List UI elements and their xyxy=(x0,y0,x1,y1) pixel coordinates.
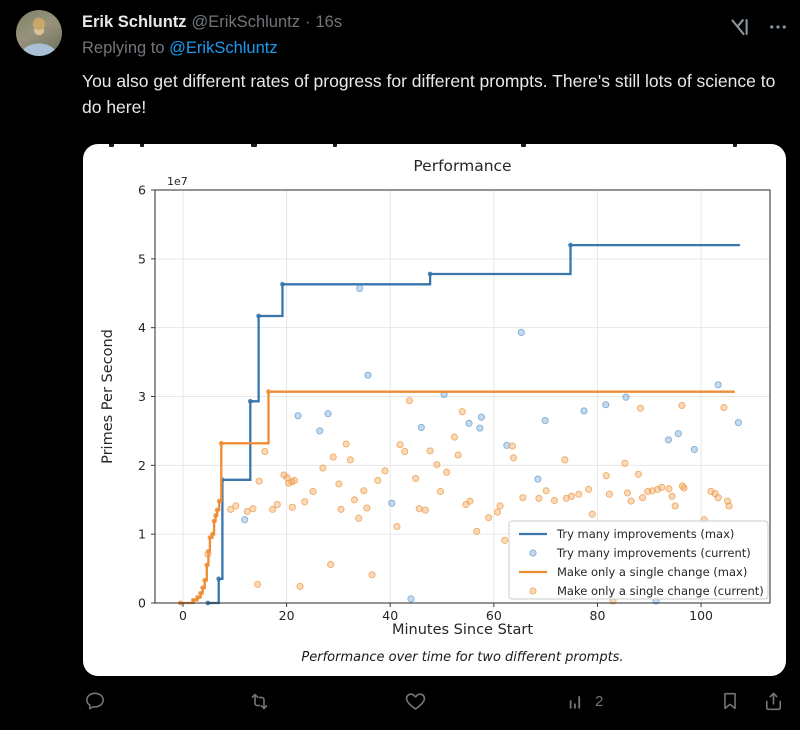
svg-text:1e7: 1e7 xyxy=(167,175,188,188)
svg-text:Try many improvements (max): Try many improvements (max) xyxy=(557,527,735,541)
svg-text:Primes Per Second: Primes Per Second xyxy=(100,329,116,464)
tweet-image-chart[interactable] xyxy=(83,144,786,676)
tweet-action-bar xyxy=(0,684,800,730)
svg-text:80: 80 xyxy=(589,608,606,623)
svg-text:20: 20 xyxy=(278,608,295,623)
reply-icon xyxy=(84,690,106,712)
replying-handle-link[interactable]: @ErikSchluntz xyxy=(169,39,278,57)
svg-text:40: 40 xyxy=(382,608,399,623)
svg-text:6: 6 xyxy=(138,182,146,198)
cropped-text-remnant xyxy=(251,144,257,147)
cropped-text-remnant xyxy=(140,144,144,147)
more-icon[interactable] xyxy=(768,17,788,42)
svg-text:2: 2 xyxy=(138,457,146,473)
bookmark-button[interactable] xyxy=(719,690,741,712)
heart-icon xyxy=(404,690,427,713)
analytics-icon xyxy=(566,690,588,712)
repost-button[interactable] xyxy=(248,690,271,713)
views-count: 2 xyxy=(595,692,604,710)
svg-text:0: 0 xyxy=(179,608,187,623)
svg-text:Performance: Performance xyxy=(413,157,512,175)
svg-text:4: 4 xyxy=(138,320,146,336)
cropped-text-remnant xyxy=(109,144,114,147)
svg-text:Make only a single change (cur: Make only a single change (current) xyxy=(557,584,764,598)
svg-text:Make only a single change (max: Make only a single change (max) xyxy=(557,565,748,579)
author-name[interactable]: Erik Schluntz xyxy=(82,13,187,31)
grok-icon[interactable] xyxy=(728,15,752,44)
tweet-body: You also get different rates of progress for different prompts. There's still lots of science to do here! xyxy=(82,71,776,117)
svg-text:5: 5 xyxy=(138,251,146,267)
tweet-header xyxy=(82,13,342,32)
views-button[interactable] xyxy=(566,690,603,712)
reply-button[interactable] xyxy=(84,690,106,712)
svg-text:60: 60 xyxy=(485,608,502,623)
repost-icon xyxy=(248,690,271,713)
svg-text:1: 1 xyxy=(138,526,146,542)
cropped-text-remnant xyxy=(733,144,737,147)
performance-chart-svg xyxy=(83,144,786,676)
avatar[interactable] xyxy=(16,10,62,56)
author-handle[interactable]: @ErikSchluntz xyxy=(191,13,300,31)
svg-text:3: 3 xyxy=(138,389,146,404)
replying-line xyxy=(82,39,278,58)
svg-text:100: 100 xyxy=(689,608,714,623)
dot-separator: · xyxy=(304,13,311,31)
cropped-text-remnant xyxy=(333,144,337,147)
bookmark-icon xyxy=(719,690,741,712)
timestamp: 16s xyxy=(315,13,343,31)
svg-text:Performance over time for two: Performance over time for two different prompts. xyxy=(301,650,624,665)
svg-text:Try many improvements (current: Try many improvements (current) xyxy=(557,546,751,560)
cropped-text-remnant xyxy=(521,144,526,147)
share-button[interactable] xyxy=(762,690,785,713)
share-icon xyxy=(762,690,785,713)
replying-prefix: Replying to xyxy=(82,39,165,57)
like-button[interactable] xyxy=(404,690,427,713)
svg-text:0: 0 xyxy=(138,595,146,611)
svg-text:Minutes Since Start: Minutes Since Start xyxy=(391,622,534,638)
